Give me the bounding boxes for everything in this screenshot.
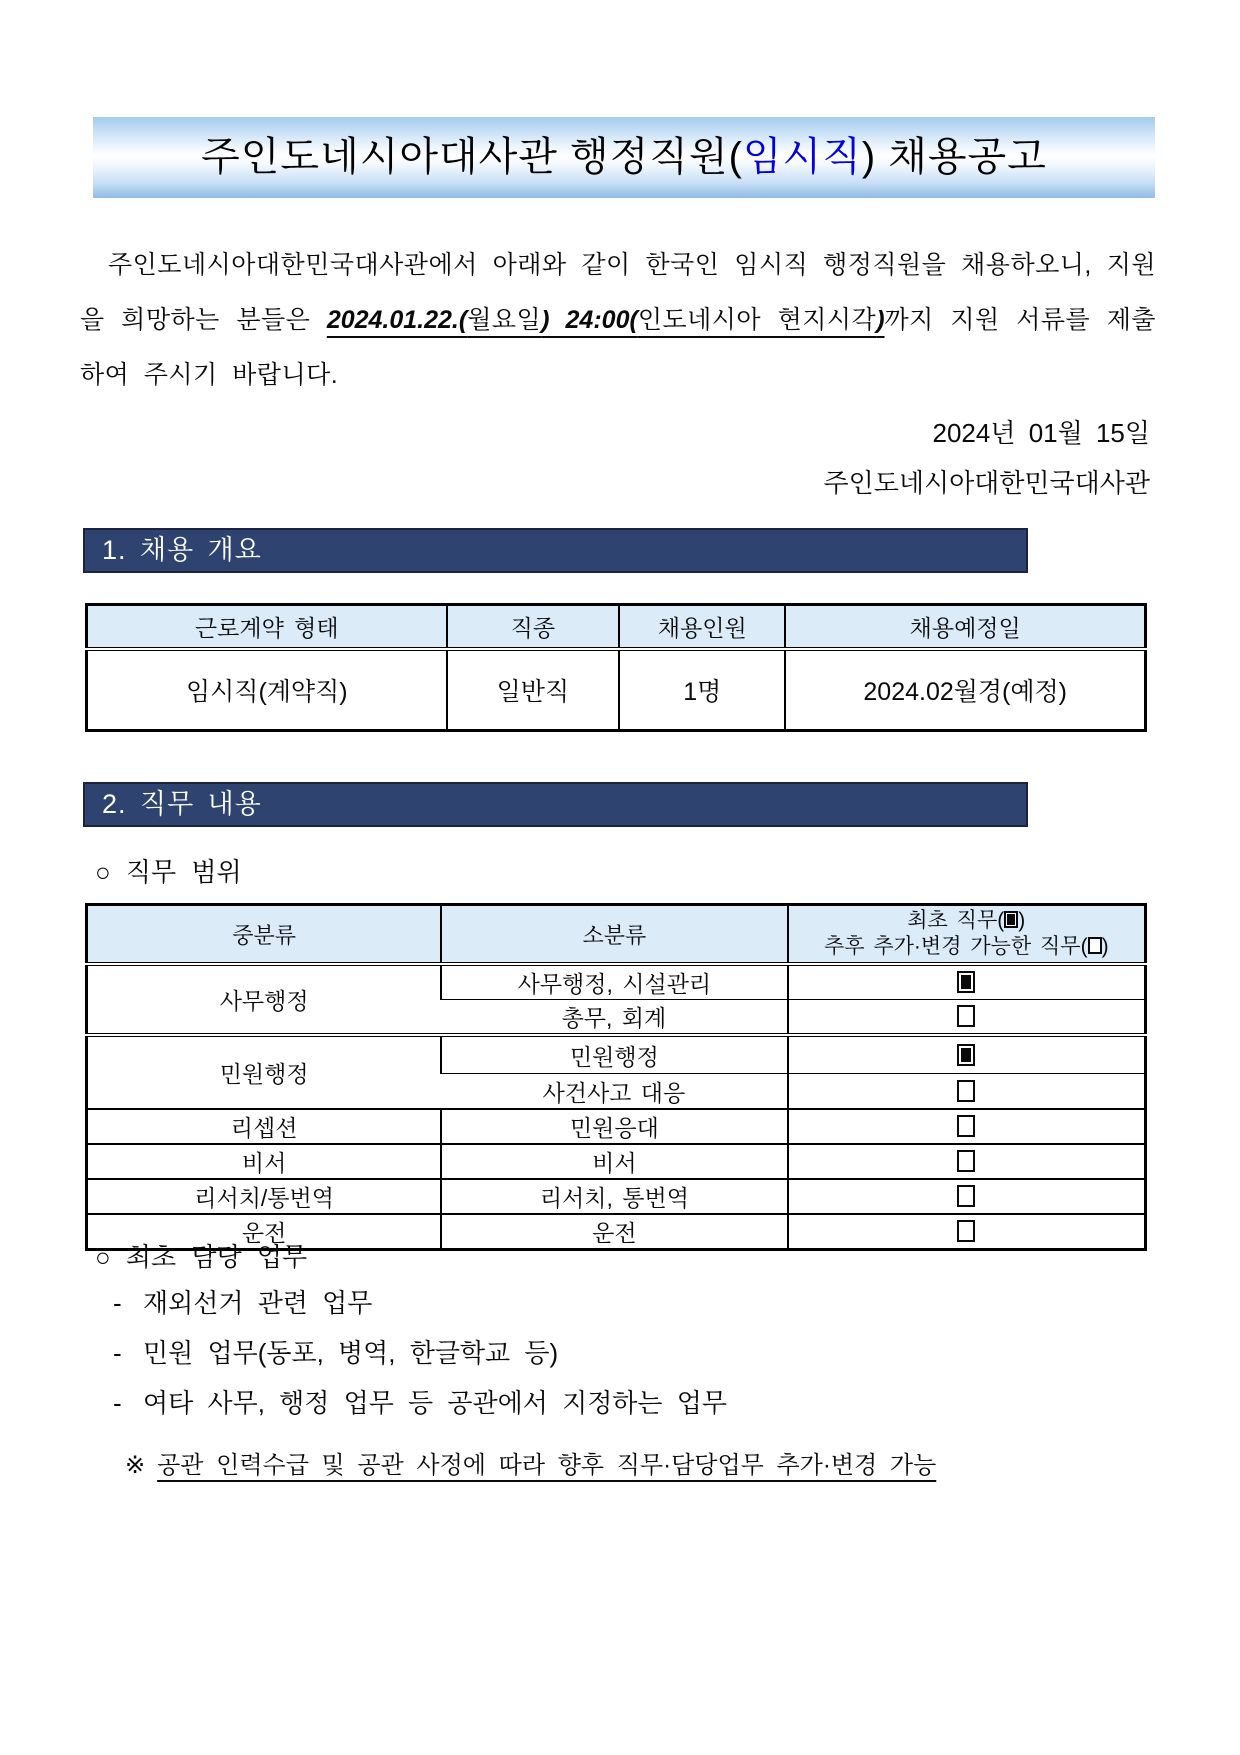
duty-item-text: 여타 사무, 행정 업무 등 공관에서 지정하는 업무 — [143, 1388, 727, 1418]
mid-category-cell: 민원행정 — [87, 1035, 442, 1109]
duty-item — [113, 1328, 727, 1378]
cell-expected-date: 2024.02월경(예정) — [785, 649, 1145, 731]
deadline-time: ) 24:00( — [541, 306, 638, 334]
duty-item-text: 민원 업무(동포, 병역, 한글학교 등) — [143, 1338, 559, 1368]
section-1-title: 1. 채용 개요 — [102, 535, 262, 565]
footnote-text: 공관 인력수급 및 공관 사정에 따라 향후 직무·담당업무 추가·변경 가능 — [157, 1452, 937, 1479]
intro-text-2: 까지 지원 서류를 제출하여 주시기 바랍니다. — [80, 306, 1156, 389]
mid-category-cell: 비서 — [87, 1144, 442, 1179]
dash-marker: - — [113, 1338, 122, 1368]
recruitment-overview-table — [85, 603, 1147, 732]
duty-row — [87, 964, 1146, 1000]
deadline-text — [327, 306, 885, 334]
sub-category-cell: 운전 — [441, 1214, 787, 1250]
duty-checkbox-icon — [957, 1044, 975, 1066]
reference-mark: ※ — [125, 1452, 146, 1479]
checkbox-cell — [788, 1144, 1146, 1179]
section-2-header — [83, 782, 1028, 827]
duty-scope-table — [85, 903, 1147, 1251]
deadline-weekday: 월요일 — [467, 306, 542, 334]
header-expected-date: 채용예정일 — [785, 605, 1145, 650]
duty-checkbox-icon — [957, 1220, 975, 1242]
sub-category-cell: 민원응대 — [441, 1109, 787, 1144]
deadline-date: 2024.01.22.( — [326, 306, 468, 334]
cell-headcount: 1명 — [619, 649, 785, 731]
duty-list — [113, 1278, 727, 1428]
header-job-category: 직종 — [447, 605, 620, 650]
org-line: 주인도네시아대한민국대사관 — [823, 468, 1150, 498]
initial-duty-label: ○ 최초 담당 업무 — [95, 1242, 308, 1272]
duty-checkbox-icon — [957, 1150, 975, 1172]
header-mid-category: 중분류 — [87, 905, 442, 965]
duty-row — [87, 1109, 1146, 1144]
title-post: ) 채용공고 — [861, 135, 1047, 179]
legend-initial-duty — [793, 908, 1140, 934]
dash-marker: - — [113, 1388, 122, 1418]
duty-row — [87, 1144, 1146, 1179]
checkbox-cell — [788, 1035, 1146, 1074]
section-1-header — [83, 528, 1028, 573]
checkbox-cell — [788, 1179, 1146, 1214]
legend-line2-text: 추후 추가·변경 가능한 직무( — [823, 935, 1088, 958]
duty-row — [87, 1035, 1146, 1074]
overview-data-row — [87, 649, 1146, 731]
duty-header-row — [87, 905, 1146, 965]
duty-row — [87, 1179, 1146, 1214]
mid-category-cell: 리셉션 — [87, 1109, 442, 1144]
section-2-title: 2. 직무 내용 — [102, 789, 262, 819]
title-highlight: 임시직 — [742, 135, 862, 179]
deadline-close-paren: ) — [876, 306, 885, 334]
mid-category-cell: 운전 — [87, 1214, 442, 1250]
date-line: 2024년 01월 15일 — [932, 418, 1150, 448]
checkbox-cell — [788, 1214, 1146, 1250]
sub-category-cell: 민원행정 — [441, 1035, 787, 1074]
duty-item — [113, 1278, 727, 1328]
header-sub-category: 소분류 — [441, 905, 787, 965]
duty-checkbox-icon — [957, 971, 975, 993]
duty-checkbox-icon — [957, 1080, 975, 1102]
footnote — [125, 1445, 936, 1480]
duty-checkbox-icon — [957, 1115, 975, 1137]
duty-checkbox-icon — [957, 1185, 975, 1207]
header-duty-legend — [788, 905, 1146, 965]
empty-checkbox-icon — [1088, 937, 1102, 954]
sub-category-cell: 비서 — [441, 1144, 787, 1179]
sub-category-cell: 사건사고 대응 — [441, 1074, 787, 1110]
duty-checkbox-icon — [957, 1005, 975, 1027]
legend-line1-close: ) — [1018, 909, 1026, 932]
cell-job-category: 일반직 — [447, 649, 620, 731]
sub-category-cell: 리서치, 통번역 — [441, 1179, 787, 1214]
duty-item-text: 재외선거 관련 업무 — [143, 1288, 373, 1318]
cell-contract-type: 임시직(계약직) — [186, 678, 348, 706]
header-contract-type: 근로계약 형태 — [87, 605, 447, 650]
checkbox-cell — [788, 1000, 1146, 1036]
duty-item — [113, 1378, 727, 1428]
legend-line1-text: 최초 직무( — [907, 909, 1005, 932]
legend-future-duty — [793, 934, 1140, 960]
deadline-timezone: 인도네시아 현지시각 — [637, 306, 877, 334]
mid-category-cell: 사무행정 — [219, 988, 309, 1014]
scope-label: ○ 직무 범위 — [95, 857, 242, 887]
document-title — [201, 135, 1047, 179]
dash-marker: - — [113, 1288, 122, 1318]
filled-checkbox-icon — [1004, 911, 1018, 928]
sub-category-cell: 사무행정, 시설관리 — [441, 964, 787, 1000]
intro-text-1: 주인도네시아대한민국대사관에서 아래와 같이 한국인 임시직 행정직원을 채용하오니, 지원을 희망하는 분들은 — [80, 251, 1156, 334]
title-banner — [93, 117, 1155, 198]
sub-category-cell: 총무, 회계 — [441, 1000, 787, 1036]
checkbox-cell — [788, 964, 1146, 1000]
title-pre: 주인도네시아대사관 행정직원( — [201, 135, 743, 179]
legend-line2-close: ) — [1101, 935, 1109, 958]
intro-paragraph — [80, 238, 1156, 403]
mid-category-cell: 리서치/통번역 — [87, 1179, 442, 1214]
overview-header-row — [87, 605, 1146, 650]
date-block — [80, 408, 1150, 508]
header-headcount: 채용인원 — [619, 605, 785, 650]
checkbox-cell — [788, 1109, 1146, 1144]
checkbox-cell — [788, 1074, 1146, 1110]
